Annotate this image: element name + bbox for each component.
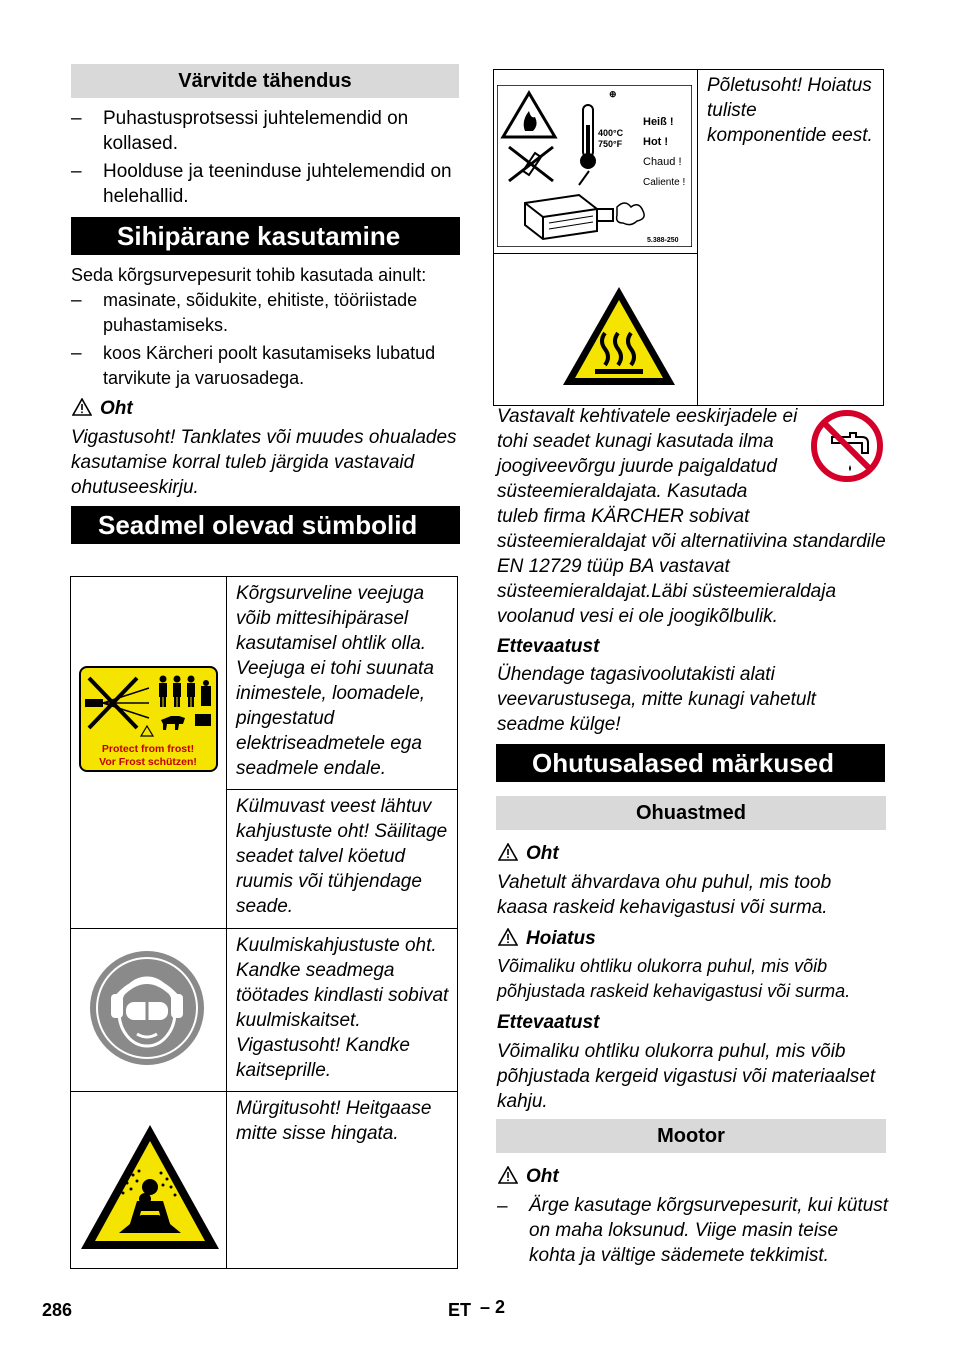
- list-item: Puhastusprotsessi juhtelemendid on kollased.: [103, 108, 409, 154]
- language-code: ET: [448, 1300, 472, 1320]
- warning-triangle-icon: [498, 843, 518, 861]
- svg-text:Hot !: Hot !: [643, 136, 669, 148]
- symbols-heading: Seadmel olevad sümbolid: [71, 506, 460, 544]
- level-danger-label: Oht: [498, 841, 559, 866]
- list-item: Hoolduse ja teeninduse juhtelemendid on helehallid.: [103, 161, 452, 207]
- symbol-text-cell: [227, 577, 458, 790]
- list-item: koos Kärcheri poolt kasutamiseks lubatud tarvikute ja varuosadega.: [103, 343, 436, 388]
- symbol-text-cell: [698, 70, 884, 406]
- level-warning-text: Võimaliku ohtliku olukorra puhul, mis võib põhjustada raskeid kehavigastusi või surma.: [497, 956, 851, 1001]
- list-item: masinate, sõidukite, ehitiste, tööriistade puhastamiseks.: [103, 290, 418, 335]
- water-text-a: Vastavalt kehtivatele eeskirjadele ei tohi seadet kunagi kasutada ilma joogiveevõrgu juurde paigaldatud süsteemieraldajata. Kasutada: [497, 406, 798, 502]
- caution-text: Ühendage tagasivoolutakisti alati veevarustusega, mitte kunagi vahetult seadme külge!: [497, 664, 816, 735]
- svg-text:Caliente !: Caliente !: [643, 177, 686, 188]
- caution-label: Ettevaatust: [497, 636, 600, 657]
- list-dash: –: [71, 290, 82, 311]
- levels-heading: Ohuastmed: [496, 796, 886, 830]
- hot-surface-sticker-icon: [497, 85, 697, 252]
- high-pressure-sticker-icon: [79, 666, 226, 777]
- symbol-image-cell: [71, 1092, 227, 1269]
- no-drinking-water-icon: [810, 409, 884, 488]
- svg-text:400°C: 400°C: [598, 128, 624, 138]
- symbol-text: Külmuvast veest lähtuv kahjustuste oht! Säilitage seadet talvel köetud ruumis või tühjendage seade.: [236, 796, 448, 917]
- svg-text:⊕: ⊕: [609, 89, 617, 99]
- svg-text:Chaud !: Chaud !: [643, 156, 682, 168]
- intended-use-heading: Sihipärane kasutamine: [71, 217, 460, 255]
- list-dash: –: [71, 343, 82, 364]
- symbol-text-cell: [227, 929, 458, 1092]
- warning-triangle-icon: [72, 398, 92, 416]
- symbol-text-cell: [227, 1092, 458, 1269]
- svg-text:Protect from frost!: Protect from frost!: [101, 743, 195, 755]
- section-number: – 2: [480, 1297, 506, 1317]
- danger-label: Oht: [72, 396, 133, 421]
- list-dash: –: [497, 1196, 508, 1217]
- svg-text:Vor Frost schützen!: Vor Frost schützen!: [99, 756, 197, 768]
- danger-text: Vigastusoht! Tanklates või muudes ohualades kasutamise korral tuleb järgida vastavaid ohutuseeskirju.: [71, 427, 457, 498]
- symbols-table: [70, 576, 458, 1269]
- warning-triangle-icon: [498, 1166, 518, 1184]
- symbol-image-cell: [494, 254, 698, 406]
- svg-text:750°F: 750°F: [598, 139, 623, 149]
- symbol-image-cell: [71, 929, 227, 1092]
- motor-danger-label: Oht: [498, 1164, 559, 1189]
- symbol-image-cell: [71, 577, 227, 929]
- water-text-b: tuleb firma KÄRCHER sobivat süsteemieraldajat või alternatiivina standardile EN 12729 tüüp BA vastavat süsteemieraldajat.Läbi süsteemieraldaja voolanud vesi ei ole joogikõlbulik.: [497, 506, 886, 627]
- symbol-image-cell: [494, 70, 698, 254]
- warning-triangle-icon: [498, 928, 518, 946]
- intended-intro: Seda kõrgsurvepesurit tohib kasutada ainult:: [71, 265, 427, 285]
- level-caution-label: Ettevaatust: [497, 1012, 600, 1033]
- motor-heading: Mootor: [496, 1119, 886, 1153]
- hot-surface-warning-icon: [561, 285, 697, 394]
- symbol-text: Põletusoht! Hoiatus tuliste komponentide eest.: [707, 75, 873, 146]
- list-dash: –: [71, 161, 82, 182]
- level-caution-text: Võimaliku ohtliku olukorra puhul, mis võib põhjustada kergeid vigastusi või materiaalset kahju.: [497, 1041, 876, 1112]
- symbol-text: Kuulmiskahjustuste oht. Kandke seadmega töötades kindlasti sobivat kuulmiskaitset. Vigastusoht! Kandke kaitseprille.: [236, 935, 449, 1081]
- svg-text:Heiß !: Heiß !: [643, 116, 674, 128]
- level-danger-text: Vahetult ähvardava ohu puhul, mis toob kaasa raskeid kehavigastusi või surma.: [497, 872, 832, 918]
- ear-eye-protection-icon: [89, 950, 226, 1071]
- list-item: Ärge kasutage kõrgsurvepesurit, kui kütust on maha loksunud. Viige masin teise kohta ja vältige sädemete tekkimist.: [529, 1195, 889, 1266]
- list-dash: –: [71, 108, 82, 129]
- page-number: 286: [42, 1300, 73, 1320]
- svg-text:5.388-250: 5.388-250: [647, 237, 679, 244]
- colors-heading: Värvitde tähendus: [71, 64, 459, 98]
- burn-symbols-table: [493, 69, 884, 406]
- symbol-text-cell: [227, 790, 458, 929]
- symbol-text: Mürgitusoht! Heitgaase mitte sisse hingata.: [236, 1098, 432, 1144]
- safety-heading: Ohutusalased märkused: [496, 744, 885, 782]
- symbol-text: Kõrgsurveline veejuga võib mittesihipärasel kasutamisel ohtlik olla. Veejuga ei tohi suunata inimestele, loomadele, pingestatud elektriseadmetele ega seadmele endale.: [236, 583, 434, 779]
- level-warning-label: Hoiatus: [498, 926, 596, 951]
- toxic-gas-warning-icon: [79, 1123, 226, 1256]
